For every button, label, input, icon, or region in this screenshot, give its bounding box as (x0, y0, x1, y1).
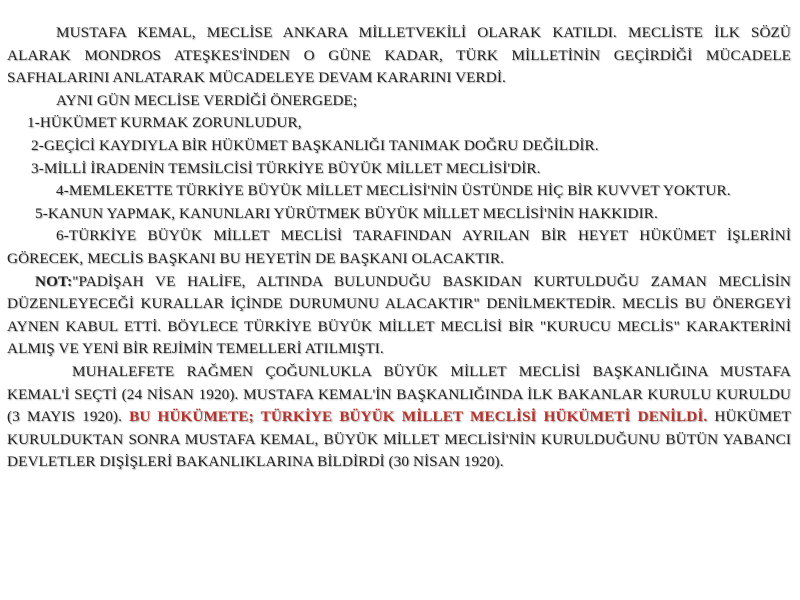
document-body (7, 22, 791, 474)
paragraph-closing (7, 361, 791, 474)
list-item-6: 6-TÜRKİYE BÜYÜK MİLLET MECLİSİ TARAFINDAN AYRILAN BİR HEYET HÜKÜMET İŞLERİNİ GÖRECEK, MECLİS BAŞKANI BU HEYETİN DE BAŞKANI OLACAKTIR. (7, 227, 791, 267)
closing-text-a: MUHALEFETE RAĞMEN ÇOĞUNLUKLA BÜYÜK MİLLET MECLİSİ BAŞKANLIĞINA MUSTAFA KEMAL'İ SEÇTİ (24 NİSAN 1920). MUSTAFA KEMAL'İN BAŞKANLIĞINDA İLK BAKANLAR KURULU KURULDU (3 MAYIS 1920). (7, 362, 791, 426)
note-label: NOT: (35, 272, 73, 290)
list-item-5: 5-KANUN YAPMAK, KANUNLARI YÜRÜTMEK BÜYÜK MİLLET MECLİSİ'NİN HAKKIDIR. (35, 204, 658, 222)
list-item-4: 4-MEMLEKETTE TÜRKİYE BÜYÜK MİLLET MECLİSİ'NİN ÜSTÜNDE HİÇ BİR KUVVET YOKTUR. (56, 182, 731, 200)
paragraph-intro: MUSTAFA KEMAL, MECLİSE ANKARA MİLLETVEKİLİ OLARAK KATILDI. MECLİSTE İLK SÖZÜ ALARAK MONDROS ATEŞKES'İNDEN O GÜNE KADAR, TÜRK MİLLETİNİN GEÇİRDİĞİ MÜCADELE SAFHALARINI ANLATARAK MÜCADELEYE DEVAM KARARINI VERDİ. (7, 24, 791, 87)
closing-text-b: HÜKÜMET KURULDUKTAN SONRA MUSTAFA KEMAL, BÜYÜK MİLLET MECLİSİ'NİN KURULDUĞUNU BÜTÜN YABANCI DEVLETLER DIŞİŞLERİ BAKANLIKLARINA BİLDİRDİ (30 NİSAN 1920). (7, 408, 792, 471)
highlight-text: BU HÜKÜMETE; TÜRKİYE BÜYÜK MİLLET MECLİSİ HÜKÜMETİ DENİLDİ. (129, 408, 708, 426)
note-text: "PADİŞAH VE HALİFE, ALTINDA BULUNDUĞU BASKIDAN KURTULDUĞU ZAMAN MECLİSİN DÜZENLEYECEĞİ KURALLAR İÇİNDE DURUMUNU ALACAKTIR" DENİLMEKTEDİR. MECLİS BU ÖNERGEYİ AYNEN KABUL ETTİ. BÖYLECE TÜRKİYE BÜYÜK MİLLET MECLİSİ BİR "KURUCU MECLİS" KARAKTERİNİ ALMIŞ VE YENİ BİR REJİMİN TEMELLERİ ATILMIŞTI. (7, 272, 791, 358)
list-item-3: 3-MİLLİ İRADENİN TEMSİLCİSİ TÜRKİYE BÜYÜK MİLLET MECLİSİ'DİR. (31, 159, 541, 177)
paragraph-note (7, 271, 791, 361)
list-item-1: 1-HÜKÜMET KURMAK ZORUNLUDUR, (27, 114, 302, 132)
paragraph-proposal-intro: AYNI GÜN MECLİSE VERDİĞİ ÖNERGEDE; (56, 91, 358, 109)
list-item-2: 2-GEÇİCİ KAYDIYLA BİR HÜKÜMET BAŞKANLIĞI TANIMAK DOĞRU DEĞİLDİR. (31, 136, 599, 154)
